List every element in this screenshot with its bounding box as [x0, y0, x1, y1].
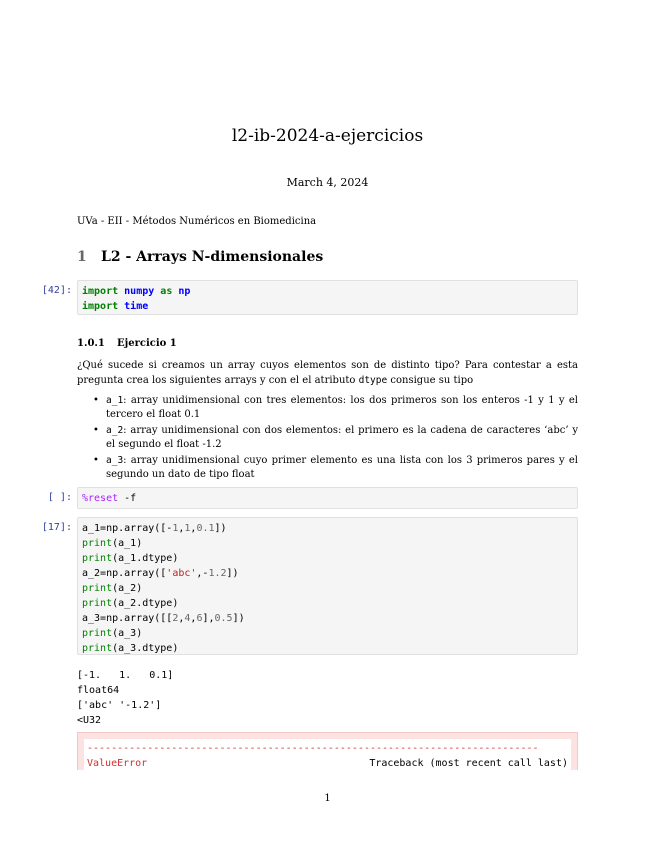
exercise-paragraph [77, 358, 578, 388]
list-item: • a_3: array unidimensional cuyo primer elemento es una lista con los 3 primeros pares y el segundo un dato de tipo float [93, 455, 578, 480]
paragraph-text: ¿Qué sucede si creamos un array cuyos elementos son de distinto tipo? Para contestar a esta pregunta crea los siguientes arrays y con el el atributo [77, 360, 578, 386]
cell-prompt: [17]: [41, 522, 72, 533]
code-cell-arrays[interactable]: a_1=np.array([-1,1,0.1]) print(a_1) print(a_1.dtype) a_2=np.array(['abc',-1.2]) print(a_2) print(a_2.dtype) a_3=np.array([[2,4,6],0.5]) print(a_3) print(a_3.dtype) [77, 517, 578, 655]
cell-prompt: [42]: [41, 285, 72, 296]
paragraph-text-end: consigue su tipo [387, 375, 474, 386]
cell-output [77, 668, 173, 728]
section-number: 1 [77, 249, 87, 265]
output-line: <U32 [77, 715, 102, 726]
output-line: float64 [77, 685, 120, 696]
bullet-text: : array unidimensional cuyo primer elemento es una lista con los 3 primeros pares y el segundo un dato de tipo float [106, 455, 578, 480]
inline-code: a_1 [106, 395, 124, 406]
output-line: [-1. 1. 0.1] [77, 670, 174, 681]
error-rule: --------------------------------------------------------------------------- [87, 743, 539, 754]
affiliation: UVa - EII - Métodos Numéricos en Biomedicina [77, 216, 317, 227]
document-date: March 4, 2024 [286, 176, 369, 189]
error-output [77, 732, 578, 770]
code-cell-imports[interactable]: import numpy as np import time [77, 280, 578, 315]
subsection-heading [77, 338, 177, 349]
page-number: 1 [324, 793, 331, 804]
list-item: • a_2: array unidimensional con dos elementos: el primero es la cadena de caracteres ‘abc’ y el segundo el float -1.2 [93, 425, 578, 450]
inline-code: a_2 [106, 425, 124, 436]
list-item: • a_1: array unidimensional con tres elementos: los dos primeros son los enteros -1 y 1 y el tercero el float 0.1 [93, 395, 578, 420]
error-name: ValueError [87, 758, 148, 769]
bullet-text: : array unidimensional con dos elementos: el primero es la cadena de caracteres ‘abc’ y el segundo el float -1.2 [106, 425, 578, 450]
inline-code: dtype [358, 375, 388, 386]
inline-code: a_3 [106, 455, 124, 466]
bullet-text: : array unidimensional con tres elementos: los dos primeros son los enteros -1 y 1 y el tercero el float 0.1 [106, 395, 578, 420]
cell-prompt: [ ]: [47, 492, 72, 503]
document-title: l2-ib-2024-a-ejercicios [231, 126, 424, 146]
code-cell-reset[interactable]: %reset -f [77, 487, 578, 509]
section-heading [77, 249, 323, 265]
bullet-list [93, 394, 578, 484]
error-traceback: Traceback (most recent call last) [369, 758, 568, 769]
section-title: L2 - Arrays N-dimensionales [101, 249, 324, 265]
output-line: ['abc' '-1.2'] [77, 700, 162, 711]
subsection-number: 1.0.1 [77, 338, 105, 349]
subsection-title: Ejercicio 1 [117, 338, 177, 349]
